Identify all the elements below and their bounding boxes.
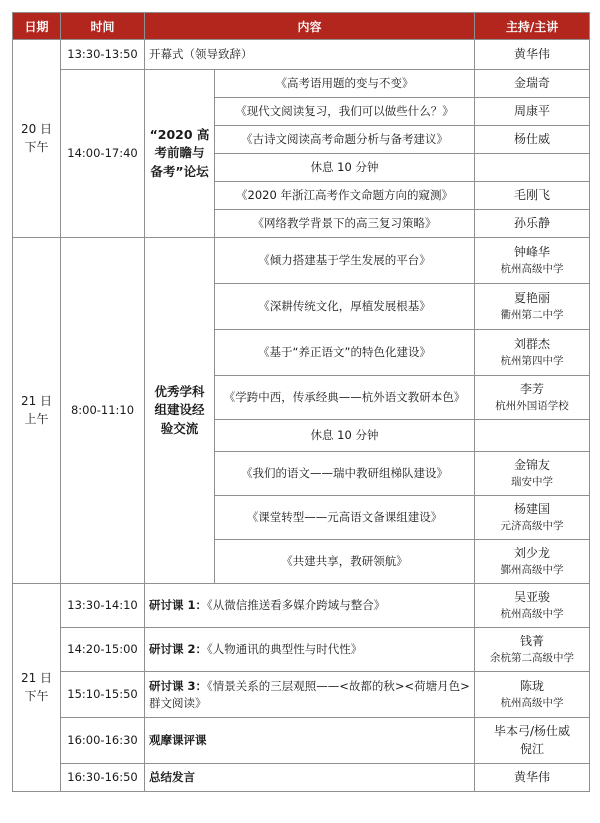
host-cell	[475, 154, 590, 182]
time-cell: 8:00-11:10	[61, 238, 145, 584]
schedule-sheet	[12, 12, 589, 792]
host-name: 吴亚骏	[514, 590, 551, 605]
content-cell: 《基于“养正语文”的特色化建设》	[215, 330, 475, 376]
time-cell: 14:20-15:00	[61, 628, 145, 672]
host-cell	[475, 376, 590, 420]
date-cell-20	[13, 40, 61, 238]
host-cell	[475, 496, 590, 540]
header-date: 日期	[13, 13, 61, 40]
date-period: 下午	[24, 139, 49, 154]
host-cell	[475, 420, 590, 452]
date-cell-21am	[13, 238, 61, 584]
host-cell	[475, 210, 590, 238]
content-cell: 《倾力搭建基于学生发展的平台》	[215, 238, 475, 284]
host-cell	[475, 764, 590, 792]
table-row	[13, 238, 590, 284]
host-name: 李芳	[520, 382, 545, 397]
host-name: 毕本弓/杨仕威	[493, 724, 571, 739]
host-name: 黄华伟	[514, 769, 551, 784]
table-row	[13, 70, 590, 98]
table-row	[13, 584, 590, 628]
session-label: 研讨课 2：	[149, 642, 208, 657]
content-cell: 《学跨中西，传承经典——杭外语文教研本色》	[215, 376, 475, 420]
session-label: 研讨课 1：	[149, 598, 208, 613]
host-org: 瑞安中学	[511, 475, 554, 488]
host-cell	[475, 284, 590, 330]
host-org: 杭州高级中学	[500, 262, 564, 275]
host-name: 毛刚飞	[514, 187, 551, 202]
break-cell: 休息 10 分钟	[215, 420, 475, 452]
content-cell: 《现代文阅读复习，我们可以做些什么？》	[215, 98, 475, 126]
host-org: 杭州外国语学校	[495, 399, 569, 412]
host-name: 钟峰华	[514, 245, 551, 260]
date-day: 20 日	[20, 122, 53, 137]
content-cell	[145, 718, 475, 764]
content-cell: 《课堂转型——元高语文备课组建设》	[215, 496, 475, 540]
forum-title: “2020 高考前瞻与备考”论坛	[145, 70, 215, 238]
host-name: 孙乐静	[514, 215, 551, 230]
host-org: 衢州第二中学	[500, 308, 564, 321]
host-name: 杨仕威	[514, 131, 551, 146]
table-row	[13, 628, 590, 672]
host-name: 刘少龙	[514, 546, 551, 561]
table-row	[13, 764, 590, 792]
date-cell-21pm	[13, 584, 61, 792]
host-cell	[475, 540, 590, 584]
host-org: 杭州高级中学	[500, 696, 564, 709]
content-cell: 《古诗文阅读高考命题分析与备考建议》	[215, 126, 475, 154]
session-topic: 《人物通讯的典型性与时代性》	[207, 642, 363, 657]
host-name: 金锦友	[514, 458, 551, 473]
content-cell: 《我们的语文——瑞中教研组梯队建设》	[215, 452, 475, 496]
content-cell	[145, 764, 475, 792]
host-cell	[475, 672, 590, 718]
host-cell	[475, 452, 590, 496]
session-label: 总结发言	[149, 770, 195, 785]
schedule-table	[12, 12, 590, 792]
host-cell	[475, 182, 590, 210]
host-org: 杭州高级中学	[500, 607, 564, 620]
break-cell: 休息 10 分钟	[215, 154, 475, 182]
time-cell: 13:30-14:10	[61, 584, 145, 628]
host-name: 夏艳丽	[514, 291, 551, 306]
time-cell: 16:00-16:30	[61, 718, 145, 764]
content-cell	[145, 584, 475, 628]
content-cell: 开幕式（领导致辞）	[145, 40, 475, 70]
host-name: 周康平	[514, 103, 551, 118]
header-host: 主持/主讲	[475, 13, 590, 40]
host-cell	[475, 584, 590, 628]
host-cell	[475, 98, 590, 126]
content-cell	[145, 628, 475, 672]
time-cell: 16:30-16:50	[61, 764, 145, 792]
content-cell	[145, 672, 475, 718]
session-label: 研讨课 3：	[149, 678, 208, 693]
header-time: 时间	[61, 13, 145, 40]
time-cell: 14:00-17:40	[61, 70, 145, 238]
header-row	[13, 13, 590, 40]
session-topic: 《从微信推送看多媒介跨域与整合》	[207, 598, 386, 613]
content-cell: 《2020 年浙江高考作文命题方向的窥测》	[215, 182, 475, 210]
host-name: 刘群杰	[514, 337, 551, 352]
host-org: 元济高级中学	[500, 519, 564, 532]
host-org: 鄞州高级中学	[500, 563, 564, 576]
host-name: 杨建国	[514, 502, 551, 517]
host-org: 杭州第四中学	[500, 354, 564, 367]
date-period: 上午	[24, 411, 49, 426]
time-cell: 13:30-13:50	[61, 40, 145, 70]
content-cell: 《深耕传统文化，厚植发展根基》	[215, 284, 475, 330]
host-cell	[475, 40, 590, 70]
date-period: 下午	[24, 688, 49, 703]
host-cell	[475, 70, 590, 98]
time-cell: 15:10-15:50	[61, 672, 145, 718]
host-name: 金瑞奇	[514, 75, 551, 90]
table-row	[13, 40, 590, 70]
content-cell: 《高考语用题的变与不变》	[215, 70, 475, 98]
session-title: 优秀学科组建设经验交流	[145, 238, 215, 584]
date-day: 21 日	[20, 671, 53, 686]
table-row	[13, 672, 590, 718]
header-content: 内容	[145, 13, 475, 40]
content-cell: 《网络教学背景下的高三复习策略》	[215, 210, 475, 238]
host-name: 钱菁	[520, 634, 545, 649]
host-name-2: 倪江	[520, 741, 545, 756]
host-cell	[475, 126, 590, 154]
session-topic: 《情景关系的三层观照——<故都的秋><荷塘月色>群文阅读》	[149, 678, 470, 710]
host-cell	[475, 330, 590, 376]
host-cell	[475, 238, 590, 284]
host-name: 黄华伟	[514, 46, 551, 61]
date-day: 21 日	[20, 394, 53, 409]
host-cell	[475, 628, 590, 672]
host-cell	[475, 718, 590, 764]
table-row	[13, 718, 590, 764]
host-name: 陈珑	[520, 679, 545, 694]
host-org: 余杭第二高级中学	[490, 651, 575, 664]
content-cell: 《共建共享，教研领航》	[215, 540, 475, 584]
session-label: 观摩课评课	[149, 733, 207, 748]
